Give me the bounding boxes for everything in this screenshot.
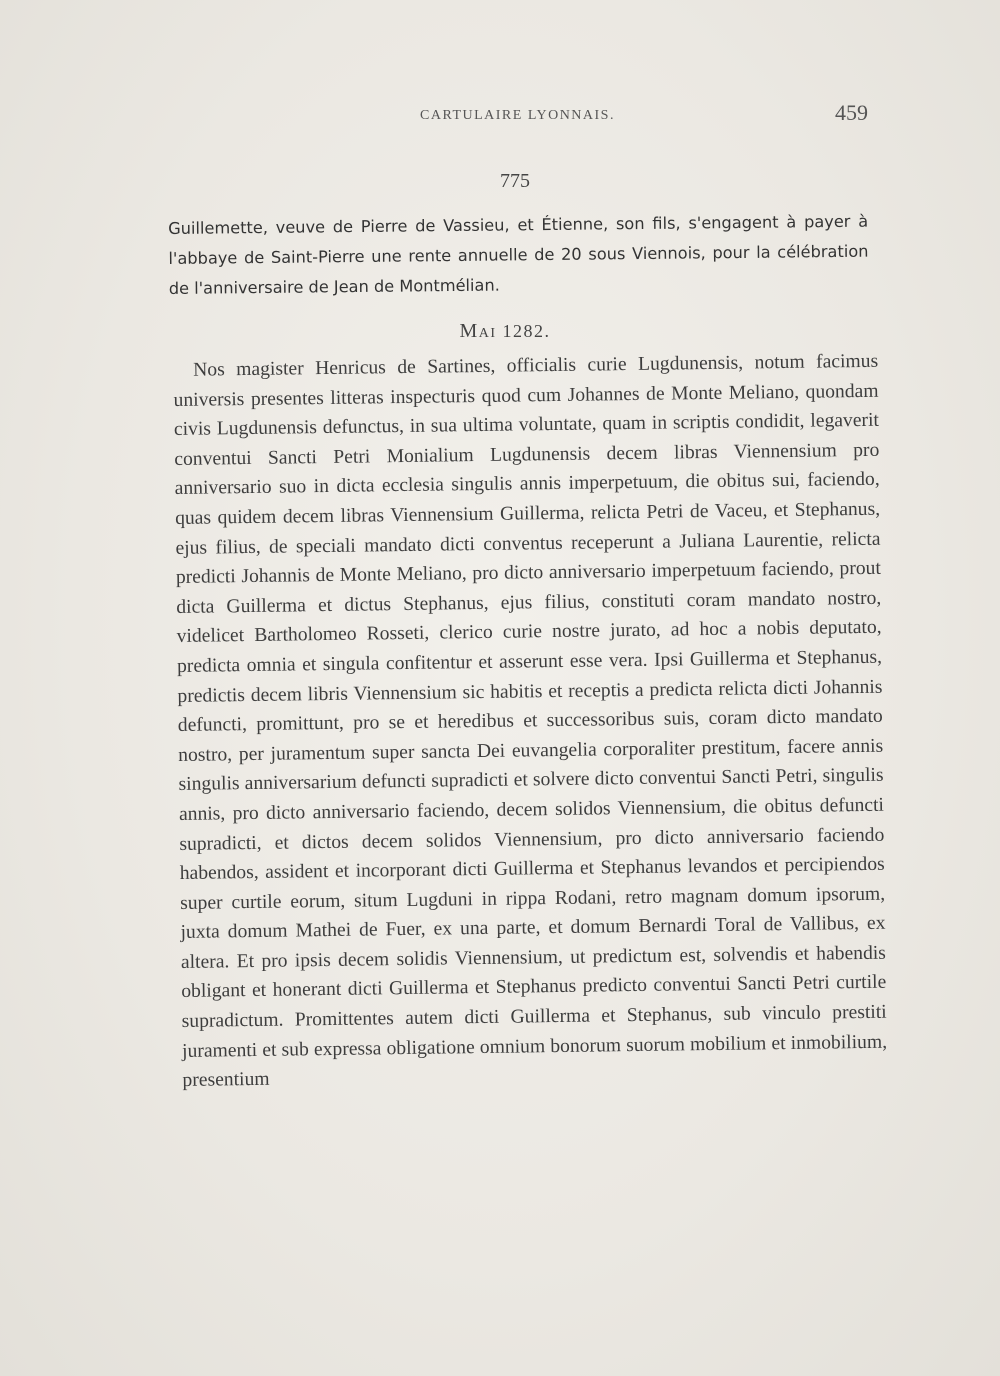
running-title: CARTULAIRE LYONNAIS. (420, 108, 615, 123)
running-header (150, 100, 880, 136)
page-number: 459 (835, 100, 868, 125)
date-month: Mai (459, 320, 497, 342)
charter-number: 775 (500, 170, 530, 192)
date-year: 1282. (502, 321, 551, 341)
charter-date (0, 320, 1000, 343)
charter-summary: Guillemette, veuve de Pierre de Vassieu, et Étienne, son fils, s'engagent à payer à l'abbaye de Saint-Pierre une rente annuelle de 20 sous Viennois, pour la célébration de l'anniversaire de Jean de Montmélian. (168, 211, 869, 298)
charter-text: Nos magister Henricus de Sartines, officialis curie Lugdunensis, notum facimus universis presentes litteras inspecturis quod cum Johannes de Monte Meliano, quondam civis Lugdunensis defunctus, in sua ultima voluntate, quam in scriptis condidit, legaverit conventui Sancti Petri Monialium Lugdunensis decem libras Viennensium pro anniversario suo in dicta ecclesia singulis annis imperpetuum, die obitus sui, faciendo, quas quidem decem libras Viennensium Guillerma, relicta Petri de Vaceu, et Stephanus, ejus filius, de speciali mandato dicti conventus receperunt a Juliana Laurentie, relicta predicti Johannis de Monte Meliano, pro dicto anniversario imperpetuum faciendo, prout dicta Guillerma et dictus Stephanus, ejus filius, constituti coram mandato nostro, videlicet Bartholomeo Rosseti, clerico curie nostre jurato, ad hoc a nobis deputato, predicta omnia et singula confitentur et asserunt esse vera. Ipsi Guillerma et Stephanus, predictis decem libris Viennensium sic habitis et receptis a predicta relicta dicti Johannis defuncti, promittunt, pro se et heredibus et successoribus suis, coram dicto mandato nostro, per juramentum super sancta Dei euvangelia corporaliter prestitum, facere annis singulis anniversarium defuncti supradicti et solvere dicto conventui Sancti Petri, singulis annis, pro dicto anniversario faciendo, decem solidos Viennensium, die obitus defuncti supradicti, et dictos decem solidos Viennensium, pro dicto anniversario faciendo habendos, assident et incorporant dicti Guillerma et Stephanus levandos et percipiendos super curtile eorum, situm Lugduni in rippa Rodani, retro magnam domum ipsorum, juxta domum Mathei de Fuer, ex una parte, et domum Bernardi Toral de Vallibus, ex altera. Et pro ipsis decem solidis Viennensium, ut predictum est, solvendis et habendis obligant et honerant dicti Guillerma et Stephanus predicto conventui Sancti Petri curtile supradictum. Promittentes autem dicti Guillerma et Stephanus, sub vinculo prestiti juramenti et sub expressa obligatione omnium bonorum suorum mobilium et inmobilium, presentium (173, 350, 888, 1092)
